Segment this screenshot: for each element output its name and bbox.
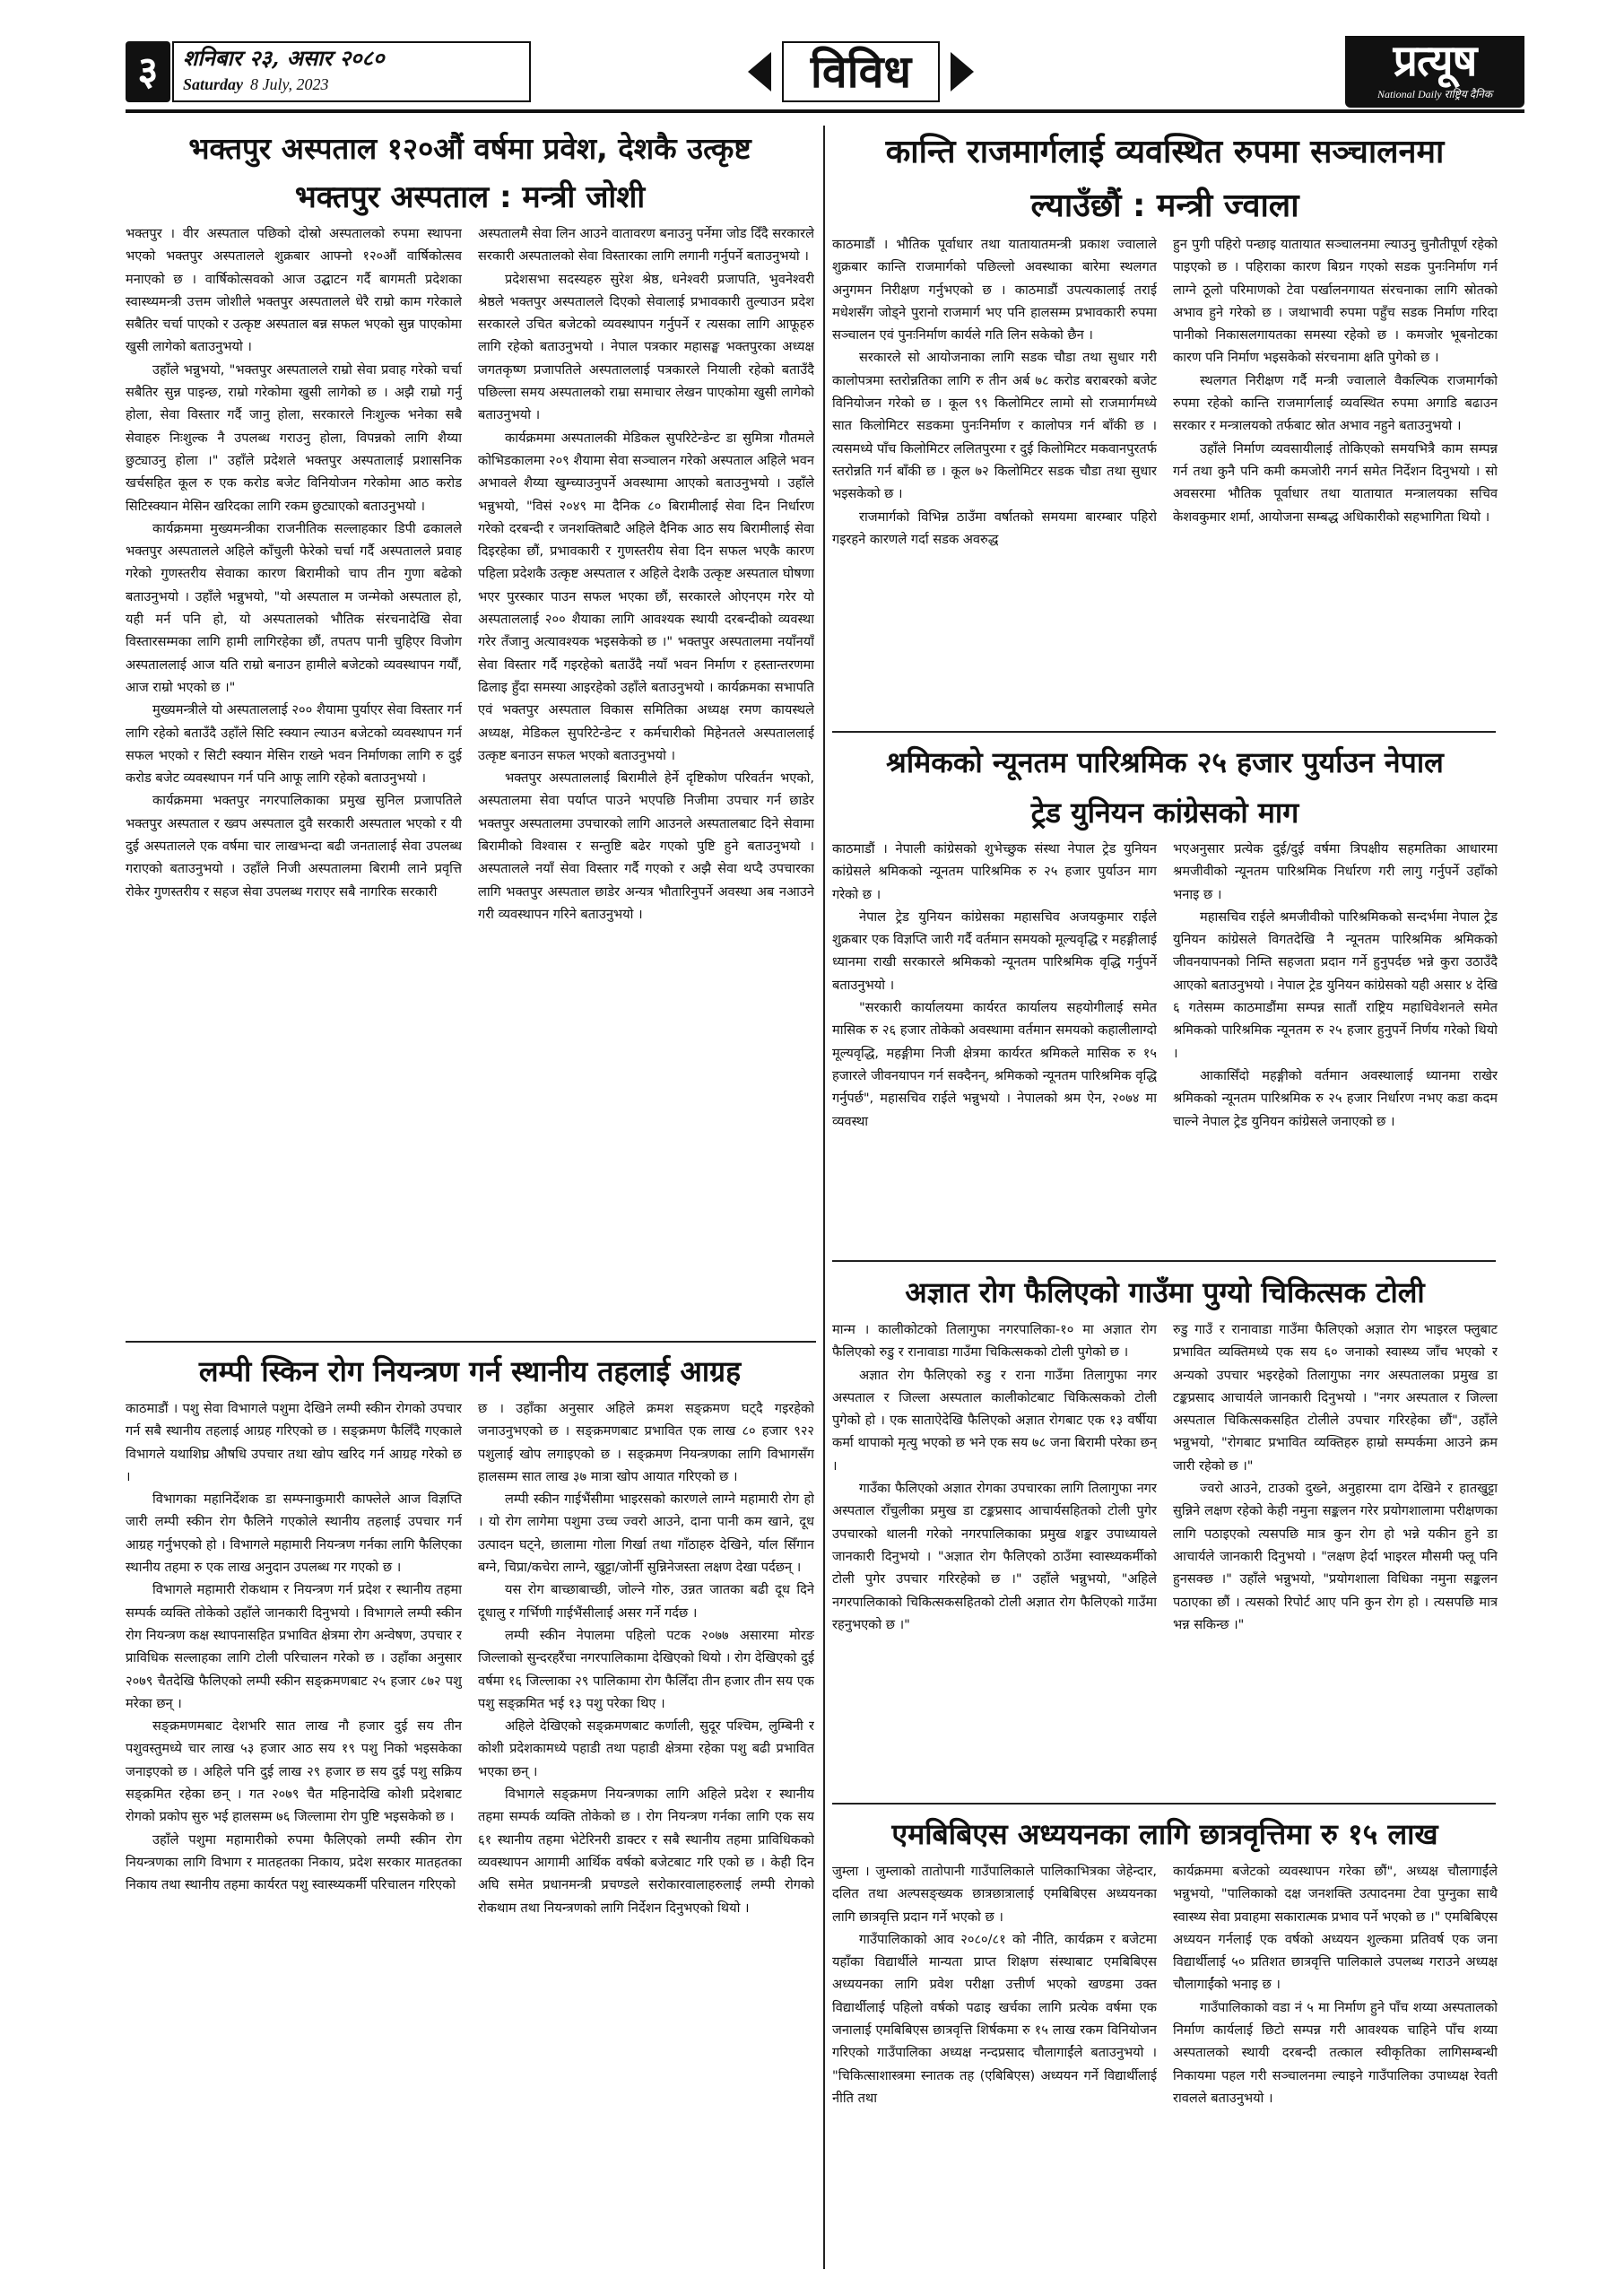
article-divider (832, 1803, 1496, 1805)
date-value: 8 July, 2023 (250, 75, 329, 93)
page-number: ३ (126, 41, 170, 102)
article-body (832, 1318, 1498, 1794)
column-divider (823, 126, 825, 1520)
article-trade-union (832, 737, 1498, 1256)
headline: लम्पी स्किन रोग नियन्त्रण गर्न स्थानीय तहलाई आग्रह (198, 1354, 742, 1388)
article-paragraph: यस रोग बाच्छाबाच्छी, जोल्ने गोरु, उन्नत जातका बढी दूध दिने दूधालु र गर्भिणी गाईभैंसीलाई असर गर्ने गर्दछ । (478, 1582, 814, 1621)
article-paragraph: मुख्यमन्त्रीले यो अस्पताललाई २०० शैयामा पुर्याएर सेवा विस्तार गर्न लागि रहेको बताउँदै उहाँले सिटि स्क्यान ल्याउन बजेटको व्यवस्थापन गर्न सफल भएको र सिटी स्क्यान मेसिन राख्ने भवन निर्माणका लागि रु दुई करोड बजेट व्यवस्थापन गर्न पनि आफू लागि रहेको बताउनुभयो । (126, 702, 462, 787)
article-divider (126, 1341, 816, 1343)
subheadline: ल्याउँछौं : मन्त्री ज्वाला (1030, 187, 1299, 224)
article-unknown-disease (832, 1266, 1498, 1797)
newspaper-logo (1345, 36, 1524, 108)
article-paragraph: लम्पी स्कीन गाईभैंसीमा भाइरसको कारणले लाग्ने महामारी रोग हो । यो रोग लागेमा पशुमा उच्च ज्वरो आउने, दाना पानी कम खाने, दूध उत्पादन घट्ने, छालामा गोला गिर्खा तथा गाँठाहरु देखिने, र्याल सिँगान बग्ने, चिप्रा/कचेरा लाग्ने, खुट्टा/जोर्नी सुन्निनेजस्ता लक्षण देखा पर्दछन् । (478, 1492, 814, 1576)
headline: श्रमिकको न्यूनतम पारिश्रमिक २५ हजार पुर्याउन नेपाल (886, 745, 1444, 779)
logo-name: प्रत्यूष (1393, 36, 1477, 86)
article-paragraph: कार्यक्रममा बजेटको व्यवस्थापन गरेका छौं", अध्यक्ष चौलागाईंले भन्नुभयो, "पालिकाको दक्ष जनशक्ति उत्पादनमा टेवा पुग्नुका साथै स्वास्थ्य सेवा प्रवाहमा सकारात्मक प्रभाव पर्ने भएको छ ।" एमबिबिएस अध्ययन गर्नलाई एक वर्षको अध्ययन शुल्कमा प्रतिवर्ष एक जना विद्यार्थीलाई ५० प्रतिशत छात्रवृत्ति पालिकाले उपलब्ध गराउने अध्यक्ष चौलागाईंको भनाइ छ । (1173, 1864, 1498, 1993)
section-title: विविध (782, 41, 940, 102)
article-column (832, 233, 1157, 721)
headline: भक्तपुर अस्पताल १२०औं वर्षमा प्रवेश, देशकै उत्कृष्ट (188, 131, 751, 166)
article-body (832, 1860, 1498, 2266)
article-column (832, 1318, 1157, 1794)
article-mbbs-scholarship (832, 1808, 1498, 2269)
article-paragraph: प्रदेशसभा सदस्यहरु सुरेश श्रेष्ठ, धनेश्वरी प्रजापति, भुवनेश्वरी श्रेष्ठले भक्तपुर अस्पतालले दिएको सेवालाई प्रभावकारी तुल्याउन प्रदेश सरकारले उचित बजेटको व्यवस्थापन गर्नुपर्ने र त्यसका लागि आफूहरु लागि रहेको बताउनुभयो । नेपाल पत्रकार महासङ्घ भक्तपुरका अध्यक्ष जगतकृष्ण प्रजापतिले अस्पताललाई पत्रकारले नियाली रहेको बताउँदै पछिल्ला समय अस्पतालको राम्रा समाचार लेखन पाएकोमा खुसी लागेको बताउनुभयो । (478, 271, 814, 423)
article-paragraph: "सरकारी कार्यालयमा कार्यरत कार्यालय सहयोगीलाई समेत मासिक रु २६ हजार तोकेको अवस्थामा वर्तमान समयको कहालीलाग्दो मूल्यवृद्धि, महङ्गीमा निजी क्षेत्रमा कार्यरत श्रमिकले मासिक रु १५ हजारले जीवनयापन गर्न सक्दैनन्, श्रमिकको न्यूनतम पारिश्रमिक वृद्धि गर्नुपर्छ", महासचिव राईले भन्नुभयो । नेपालको श्रम ऐन, २०७४ मा व्यवस्था (832, 1000, 1157, 1129)
article-column (832, 1860, 1157, 2266)
article-paragraph: स्थलगत निरीक्षण गर्दै मन्त्री ज्वालाले वैकल्पिक राजमार्गको रुपमा रहेको कान्ति राजमार्गलाई व्यवस्थित रुपमा अगाडि बढाउन सरकार र मन्त्रालयको तर्फबाट स्रोत अभाव नहुने बताउनुभयो । (1173, 372, 1498, 434)
article-body (126, 222, 814, 1333)
article-column (1173, 1860, 1498, 2266)
article-paragraph: गाउँका फैलिएको अज्ञात रोगका उपचारका लागि तिलागुफा नगर अस्पताल राँचुलीका प्रमुख डा टङ्कप्रसाद आचार्यसहितको टोली पुगेर उपचारको थालनी गरेको नगरपालिकाका प्रमुख शङ्कर उपाध्यायले जानकारी दिनुभयो । "अज्ञात रोग फैलिएको ठाउँमा स्वास्थ्यकर्मीको टोली पुगेर उपचार गरिरहेको छ ।" उहाँले भन्नुभयो, "अहिले नगरपालिकाको चिकित्सकसहितको टोली अज्ञात रोग फैलिएको गाउँमा रहनुभएको छ ।" (832, 1481, 1157, 1632)
article-column (1173, 1318, 1498, 1794)
header-rule (126, 109, 1524, 113)
article-divider (832, 1260, 1496, 1262)
article-paragraph: गाउँपालिकाको वडा नं ५ मा निर्माण हुने पाँच शय्या अस्पतालको निर्माण कार्यलाई छिटो सम्पन्न गरी आवश्यक चाहिने पाँच शय्या अस्पतालको स्थायी दरबन्दी तत्काल स्वीकृतिका लागिसम्बन्धी निकायमा पहल गरी सञ्चालनमा ल्याइने गाउँपालिका उपाध्यक्ष रेवती रावलले बताउनुभयो । (1173, 1999, 1498, 2106)
article-paragraph: जुम्ला । जुम्लाको तातोपानी गाउँपालिकाले पालिकाभित्रका जेहेन्दार, दलित तथा अल्पसङ्ख्यक छात्रछात्रालाई एमबिबिएस अध्ययनका लागि छात्रवृत्ति प्रदान गर्ने भएको छ । (832, 1864, 1157, 1925)
article-body (832, 838, 1498, 1250)
article-paragraph: नेपाल ट्रेड युनियन कांग्रेसका महासचिव अजयकुमार राईले शुक्रबार एक विज्ञप्ति जारी गर्दै वर्तमान समयको मूल्यवृद्धि र महङ्गीलाई ध्यानमा राखी सरकारले श्रमिकको न्यूनतम पारिश्रमिक वृद्धि गर्नुपर्ने बताउनुभयो । (832, 909, 1157, 993)
article-paragraph: काठमाडौं । भौतिक पूर्वाधार तथा यातायातमन्त्री प्रकाश ज्वालाले शुक्रबार कान्ति राजमार्गको पछिल्लो अवस्थाका बारेमा स्थलगत अनुगमन निरीक्षण गर्नुभएको छ । काठमाडौं उपत्यकालाई तराई मधेशसँग जोड्ने पुरानो राजमार्ग भए पनि हालसम्म प्रभावकारी रुपमा सञ्चालन एवं पुनःनिर्माण कार्यले गति लिन सकेको छैन । (832, 237, 1157, 344)
article-paragraph: गाउँपालिकाको आव २०८०/८१ को नीति, कार्यक्रम र बजेटमा यहाँका विद्यार्थीले मान्यता प्राप्त शिक्षण संस्थाबाट एमबिबिएस अध्ययनका लागि प्रवेश परीक्षा उत्तीर्ण भएको खण्डमा उक्त विद्यार्थीलाई पहिलो वर्षको पढाइ खर्चका लागि प्रत्येक वर्षमा एक जनालाई एमबिबिएस छात्रवृत्ति शिर्षकमा रु १५ लाख रकम विनियोजन गरिएको गाउँपालिका अध्यक्ष नन्दप्रसाद चौलागाईंले बताउनुभयो । "चिकित्साशास्त्रमा स्नातक तह (एबिबिएस) अध्ययन गर्ने विद्यार्थीलाई नीति तथा (832, 1931, 1157, 2106)
article-paragraph: कार्यक्रममा मुख्यमन्त्रीका राजनीतिक सल्लाहकार डिपी ढकालले भक्तपुर अस्पतालले अहिले काँचुली फेरेको चर्चा गर्दै अस्पतालले प्रवाह गरेको गुणस्तरीय सेवाका कारण बिरामीको चाप तीन गुणा बढेको बताउनुभयो । उहाँले भन्नुभयो, "यो अस्पताल म जन्मेको अस्पताल हो, यही मर्न पनि हो, यो अस्पतालको भौतिक संरचनादेखि सेवा विस्तारसम्मका लागि हामी लागिरहेका छौं, तपतप पानी चुहिएर विजोग अस्पताललाई आज यति राम्रो बनाउन हामीले बजेटको व्यवस्थापन गर्यौं, आज राम्रो भएको छ ।" (126, 520, 462, 695)
article-paragraph: अस्पतालमै सेवा लिन आउने वातावरण बनाउनु पर्नेमा जोड दिँदै सरकारले सरकारी अस्पतालको सेवा विस्तारका लागि लगानी गर्नुपर्ने बताउनुभयो । (478, 226, 814, 265)
article-column (478, 222, 814, 1333)
article-paragraph: भएअनुसार प्रत्येक दुई/दुई वर्षमा त्रिपक्षीय सहमतिका आधारमा श्रमजीवीको न्यूनतम पारिश्रमिक निर्धारण गरी लागु गर्नुपर्ने उहाँको भनाइ छ । (1173, 841, 1498, 902)
article-paragraph: भक्तपुर । वीर अस्पताल पछिको दोस्रो अस्पतालको रुपमा स्थापना भएको भक्तपुर अस्पतालले शुक्रबार आफ्नो १२०औं वार्षिकोत्सव मनाएको छ । वार्षिकोत्सवको आज उद्घाटन गर्दै बागमती प्रदेशका स्वास्थ्यमन्त्री उत्तम जोशीले भक्तपुर अस्पतालले धेरै राम्रो काम गरेकाले सबैतिर चर्चा पाएको र उत्कृष्ट अस्पताल बन्न सफल भएको सुन्न पाएकोमा खुसी लागेको बताउनुभयो । (126, 226, 462, 355)
column-divider (823, 1520, 825, 2269)
article-column (126, 1397, 462, 2266)
article-column (478, 1397, 814, 2266)
article-column (126, 222, 462, 1333)
article-paragraph: काठमाडौं । पशु सेवा विभागले पशुमा देखिने लम्पी स्कीन रोगको उपचार गर्न सबै स्थानीय तहलाई आग्रह गरिएको छ । सङ्क्रमण फैलिँदै गएकाले विभागले यथाशिघ्र औषधि उपचार तथा खोप खरिद गर्न आग्रह गरेको छ । (126, 1401, 462, 1484)
article-paragraph: उहाँले भन्नुभयो, "भक्तपुर अस्पतालले राम्रो सेवा प्रवाह गरेको चर्चा सबैतिर सुन्न पाइन्छ, राम्रो गरेकोमा खुसी लागेको छ । अझै राम्रो गर्नु होला, सेवा विस्तार गर्दै जानु होला, सरकारले निःशुल्क भनेका सबै सेवाहरु निःशुल्क नै उपलब्ध गराउनु होला, विपन्नको लागि शैय्या छुट्याउनु होला ।" उहाँले प्रदेशले भक्तपुर अस्पतालाई प्रशासनिक खर्चसहित कूल रु एक करोड बजेट विनियोजन गरेकोमा आठ करोड सिटिस्क्यान मेसिन खरिदका लागि रकम छुट्याएको बताउनुभयो । (126, 361, 462, 514)
article-paragraph: राजमार्गको विभिन्न ठाउँमा वर्षातको समयमा बारम्बार पहिरो गइरहने कारणले गर्दा सडक अवरुद्ध (832, 509, 1157, 547)
subheadline: ट्रेड युनियन कांग्रेसको माग (1030, 796, 1299, 830)
article-paragraph: विभागका महानिर्देशक डा सम्फ्नाकुमारी काफ्लेले आज विज्ञप्ति जारी लम्पी स्कीन रोग फैलिने गएकोले स्थानीय तहलाई उपचार गर्न आग्रह गर्नुभएको हो । विभागले महामारी नियन्त्रण गर्नका लागि फैलिएका स्थानीय तहमा रु एक लाख अनुदान उपलब्ध गर गएको छ । (126, 1492, 462, 1576)
article-paragraph: विभागले सङ्क्रमण नियन्त्रणका लागि अहिले प्रदेश र स्थानीय तहमा सम्पर्क व्यक्ति तोकेको छ । रोग नियन्त्रण गर्नका लागि एक सय ६१ स्थानीय तहमा भेटेरिनरी डाक्टर र सबै स्थानीय तहमा प्राविधिकको व्यवस्थापन आगामी आर्थिक वर्षको बजेटबाट गरि एको छ । केही दिन अघि समेत प्रधानमन्त्री प्रचण्डले सरोकारवालाहरुलाई लम्पी रोगको रोकथाम तथा नियन्त्रणको लागि निर्देशन दिनुभएको थियो । (478, 1787, 814, 1916)
article-paragraph: मान्म । कालीकोटको तिलागुफा नगरपालिका-१० मा अज्ञात रोग फैलिएको रुडु र रानावाडा गाउँमा चिकित्सकको टोली पुगेको छ । (832, 1322, 1157, 1361)
article-paragraph: अज्ञात रोग फैलिएको रुडु र राना गाउँमा तिलागुफा नगर अस्पताल र जिल्ला अस्पताल कालीकोटबाट चिकित्सकको टोली पुगेको हो । एक साताऐदेखि फैलिएको अज्ञात रोगबाट एक १३ वर्षीया कर्मा थापाको मृत्यु भएको छ भने एक सय ७८ जना बिरामी परेका छन् । (832, 1367, 1157, 1474)
headline: अज्ञात रोग फैलिएको गाउँमा पुग्यो चिकित्सक टोली (905, 1275, 1425, 1309)
article-paragraph: छ । उहाँका अनुसार अहिले क्रमश सङ्क्रमण घट्दै गइरहेको जनाउनुभएको छ । सङ्क्रमणबाट प्रभावित एक लाख ८० हजार ९२२ पशुलाई खोप लगाइएको छ । सङ्क्रमण नियन्त्रणका लागि विभागसँग हालसम्म सात लाख ३७ मात्रा खोप आयात गरिएको छ । (478, 1401, 814, 1484)
article-paragraph: आकासिँदो महङ्गीको वर्तमान अवस्थालाई ध्यानमा राखेर श्रमिकको न्यूनतम पारिश्रमिक रु २५ हजार निर्धारण नभए कडा कदम चाल्ने नेपाल ट्रेड युनियन कांग्रेसले जनाएको छ । (1173, 1067, 1498, 1129)
article-paragraph: काठमाडौं । नेपाली कांग्रेसको शुभेच्छुक संस्था नेपाल ट्रेड युनियन कांग्रेसले श्रमिकको न्यूनतम पारिश्रमिक रु २५ हजार पुर्याउन माग गरेको छ । (832, 841, 1157, 902)
article-column (1173, 838, 1498, 1250)
article-kanti-highway (832, 126, 1498, 726)
article-paragraph: कार्यक्रममा भक्तपुर नगरपालिकाका प्रमुख सुनिल प्रजापतिले भक्तपुर अस्पताल र ख्वप अस्पताल दुवै सरकारी अस्पताल भएको र यी दुई अस्पतालले एक वर्षमा चार लाखभन्दा बढी जनतालाई सेवा उपलब्ध गराएको बताउनुभयो । उहाँले निजी अस्पतालमा बिरामी लाने प्रवृत्ति रोकेर गुणस्तरीय र सहज सेवा उपलब्ध गराएर सबै नागरिक सरकारी (126, 793, 462, 900)
date-english (183, 72, 520, 97)
article-paragraph: अहिले देखिएको सङ्क्रमणबाट कर्णाली, सुदूर पश्चिम, लुम्बिनी र कोशी प्रदेशकामध्ये पहाडी तथा पहाडी क्षेत्रमा रहेका पशु बढी प्रभावित भएका छन् । (478, 1718, 814, 1779)
article-paragraph: कार्यक्रममा अस्पतालकी मेडिकल सुपरिटेन्डेन्ट डा सुमित्रा गौतमले कोभिडकालमा २०९ शैयामा सेवा सञ्चालन गरेको अस्पताल अहिले भवन अभावले शैय्या खुम्च्याउनुपर्ने अवस्थामा आएको बताउनुभयो । उहाँले भन्नुभयो, "विसं २०४९ मा दैनिक ८० बिरामीलाई सेवा दिन निर्धारण गरेको दरबन्दी र जनशक्तिबाटै अहिले दैनिक आठ सय बिरामीलाई सेवा दिइरहेका छौं, प्रभावकारी र गुणस्तरीय सेवा दिन सफल भएकै कारण पहिला प्रदेशकै उत्कृष्ट अस्पताल र अहिले देशकै उत्कृष्ट अस्पताल घोषणा भएर पुरस्कार पाउन सफल भएका छौं, सरकारले ओएनएम गरेर यो अस्पताललाई २०० शैयाका लागि आवश्यक स्थायी दरबन्दीको व्यवस्था गरेर तँजानु अत्यावश्यक भइसकेको छ ।" भक्तपुर अस्पतालमा नयाँनयाँ सेवा विस्तार गर्दै गइरहेको बताउँदै नयाँ भवन निर्माण र हस्तान्तरणमा ढिलाइ हुँदा समस्या आइरहेको उहाँले बताउनुभयो । कार्यक्रमका सभापति एवं भक्तपुर अस्पताल विकास समितिका अध्यक्ष रमण कायस्थले अध्यक्ष, मेडिकल सुपरिटेन्डेन्ट र कर्मचारीको मिहेनतले अस्पताललाई उत्कृष्ट बनाउन सफल भएको बताउनुभयो । (478, 430, 814, 763)
article-body (126, 1397, 814, 2266)
headline: कान्ति राजमार्गलाई व्यवस्थित रुपमा सञ्चालनमा (885, 134, 1445, 170)
headline: एमबिबिएस अध्ययनका लागि छात्रवृत्तिमा रु १५ लाख (891, 1817, 1438, 1851)
article-paragraph: रुडु गाउँ र रानावाडा गाउँमा फैलिएको अज्ञात रोग भाइरल फ्लुबाट प्रभावित व्यक्तिमध्ये एक सय ६० जनाको स्वास्थ्य जाँच भएको र अन्यको उपचार भइरहेको तिलागुफा नगर अस्पतालका प्रमुख डा टङ्कप्रसाद आचार्यले जानकारी दिनुभयो । "नगर अस्पताल र जिल्ला अस्पताल चिकित्सकसहित टोलीले उपचार गरिरहेका छौं", उहाँले भन्नुभयो, "रोगबाट प्रभावित व्यक्तिहरु हाम्रो सम्पर्कमा आउने क्रम जारी रहेको छ ।" (1173, 1322, 1498, 1474)
article-paragraph: लम्पी स्कीन नेपालमा पहिलो पटक २०७७ असारमा मोरङ जिल्लाको सुन्दरहरैंचा नगरपालिकामा देखिएको थियो । रोग देखिएको दुई वर्षमा १६ जिल्लाका २९ पालिकामा रोग फैलिँदा तीन हजार तीन सय एक पशु सङ्क्रमित भई १३ पशु परेका थिए । (478, 1627, 814, 1711)
triangle-right-icon (951, 52, 974, 91)
article-paragraph: ज्वरो आउने, टाउको दुख्ने, अनुहारमा दाग देखिने र हातखुट्टा सुन्निने लक्षण रहेको केही नमुना सङ्कलन गरेर प्रयोगशालामा परीक्षणका लागि पठाइएको त्यसपछि मात्र कुन रोग हो भन्ने यकीन हुने डा आचार्यले जानकारी दिनुभयो । "लक्षण हेर्दा भाइरल मौसमी फ्लू पनि हुनसक्छ ।" उहाँले भन्नुभयो, "प्रयोगशाला विधिका नमुना सङ्कलन पठाएका छौं । त्यसको रिपोर्ट आए पनि कुन रोग हो । त्यसपछि मात्र भन्न सकिन्छ ।" (1173, 1481, 1498, 1632)
logo-tagline: National Daily राष्ट्रिय दैनिक (1376, 88, 1493, 100)
article-paragraph: हुन पुगी पहिरो पन्छाइ यातायात सञ्चालनमा ल्याउनु चुनौतीपूर्ण रहेको पाइएको छ । पहिराका कारण बिग्रन गएको सडक पुनःनिर्माण गर्न लाग्ने ठूलो परिमाणको टेवा पर्खालनगायत संरचनाका लागि स्रोतको अभाव हुने गरेको छ । जथाभावी रुपमा पहुँच सडक निर्माण गरिदा पानीको निकासलगायतका समस्या रहेको छ । कमजोर भूबनोटका कारण पनि निर्माण भइसकेको संरचनामा क्षति पुगेको छ । (1173, 237, 1498, 366)
article-paragraph: सरकारले सो आयोजनाका लागि सडक चौडा तथा सुधार गरी कालोपत्रमा स्तरोन्नतिका लागि रु तीन अर्ब ७८ करोड बराबरको बजेट विनियोजन गरेको छ । कूल ९९ किलोमिटर लामो सो राजमार्गमध्ये सात किलोमिटर सडकमा पुनःनिर्माण र कालोपत्र गर्न बाँकी छ । त्यसमध्ये पाँच किलोमिटर ललितपुरमा र दुई किलोमिटर मकवानपुरतर्फ स्तरोन्नति गर्न बाँकी छ । कूल ७२ किलोमिटर सडक चौडा तथा सुधार भइसकेको छ । (832, 350, 1157, 502)
subheadline: भक्तपुर अस्पताल : मन्त्री जोशी (294, 179, 646, 215)
article-paragraph: भक्तपुर अस्पताललाई बिरामीले हेर्ने दृष्टिकोण परिवर्तन भएको, अस्पतालमा सेवा पर्याप्त पाउने भएपछि निजीमा उपचार गर्न छाडेर भक्तपुर अस्पतालमा उपचारको लागि आउनले अस्पतालबाट दिने सेवामा बिरामीको विश्वास र सन्तुष्टि बढेर गएको पुष्टि हुने बताउनुभयो । अस्पतालले नयाँ सेवा विस्तार गर्दै गएको र अझै सेवा थप्दै उपचारका लागि भक्तपुर अस्पताल छाडेर अन्यत्र भौतारिनुपर्ने अवस्था अब नआउने गरी व्यवस्थापन गरिने बताउनुभयो । (478, 770, 814, 922)
section-banner (717, 41, 1004, 102)
article-column (1173, 233, 1498, 721)
article-paragraph: महासचिव राईले श्रमजीवीको पारिश्रमिकको सन्दर्भमा नेपाल ट्रेड युनियन कांग्रेसले विगतदेखि नै न्यूनतम पारिश्रमिक श्रमिकको जीवनयापनको निम्ति सहजता प्रदान गर्ने हुनुपर्दछ भन्ने कुरा उठाउँदै आएको बताउनुभयो । नेपाल ट्रेड युनियन कांग्रेसको यही असार ४ देखि ६ गतेसम्म काठमाडौंमा सम्पन्न सातौं राष्ट्रिय महाधिवेशनले समेत श्रमिकको पारिश्रमिक न्यूनतम रु २५ हजार हुनुपर्ने निर्णय गरेको थियो । (1173, 909, 1498, 1061)
article-body (832, 233, 1498, 721)
article-paragraph: विभागले महामारी रोकथाम र नियन्त्रण गर्न प्रदेश र स्थानीय तहमा सम्पर्क व्यक्ति तोकेको उहाँले जानकारी दिनुभयो । विभागले लम्पी स्कीन रोग नियन्त्रण कक्ष स्थापनासहित प्रभावित क्षेत्रमा रोग अन्वेषण, उपचार र प्राविधिक सल्लाहका लागि टोली परिचालन गरेको छ । उहाँका अनुसार २०७९ चैतदेखि फैलिएको लम्पी स्कीन सङ्क्रमणबाट २५ हजार ८७२ पशु मरेका छन् । (126, 1582, 462, 1711)
article-paragraph: उहाँले निर्माण व्यवसायीलाई तोकिएको समयभित्रै काम सम्पन्न गर्न तथा कुनै पनि कमी कमजोरी नगर्न समेत निर्देशन दिनुभयो । सो अवसरमा भौतिक पूर्वाधार तथा यातायात मन्त्रालयका सचिव केशवकुमार शर्मा, आयोजना सम्बद्ध अधिकारीको सहभागिता थियो । (1173, 440, 1498, 525)
date-box (172, 41, 531, 102)
article-column (832, 838, 1157, 1250)
date-nepali: शनिबार २३, असार २०८० (183, 45, 385, 71)
triangle-left-icon (748, 52, 771, 91)
article-lumpy-skin (126, 1345, 814, 2269)
article-bhaktapur (126, 126, 814, 1336)
date-day: Saturday (183, 75, 244, 93)
page-header (126, 36, 1524, 135)
article-divider (832, 731, 1496, 733)
article-paragraph: सङ्क्रमणमबाट देशभरि सात लाख नौ हजार दुई सय तीन पशुवस्तुमध्ये चार लाख ५३ हजार आठ सय १९ पशु निको भइसकेका जनाइएको छ । अहिले पनि दुई लाख २९ हजार छ सय दुई पशु सक्रिय सङ्क्रमित रहेका छन् । गत २०७९ चैत महिनादेखि कोशी प्रदेशबाट रोगको प्रकोप सुरु भई हालसम्म ७६ जिल्लामा रोग पुष्टि भइसकेको छ । (126, 1718, 462, 1825)
article-paragraph: उहाँले पशुमा महामारीको रुपमा फैलिएको लम्पी स्कीन रोग नियन्त्रणका लागि विभाग र मातहतका निकाय, प्रदेश सरकार मातहतका निकाय तथा स्थानीय तहमा कार्यरत पशु स्वास्थ्यकर्मी परिचालन गरिएको (126, 1831, 462, 1893)
